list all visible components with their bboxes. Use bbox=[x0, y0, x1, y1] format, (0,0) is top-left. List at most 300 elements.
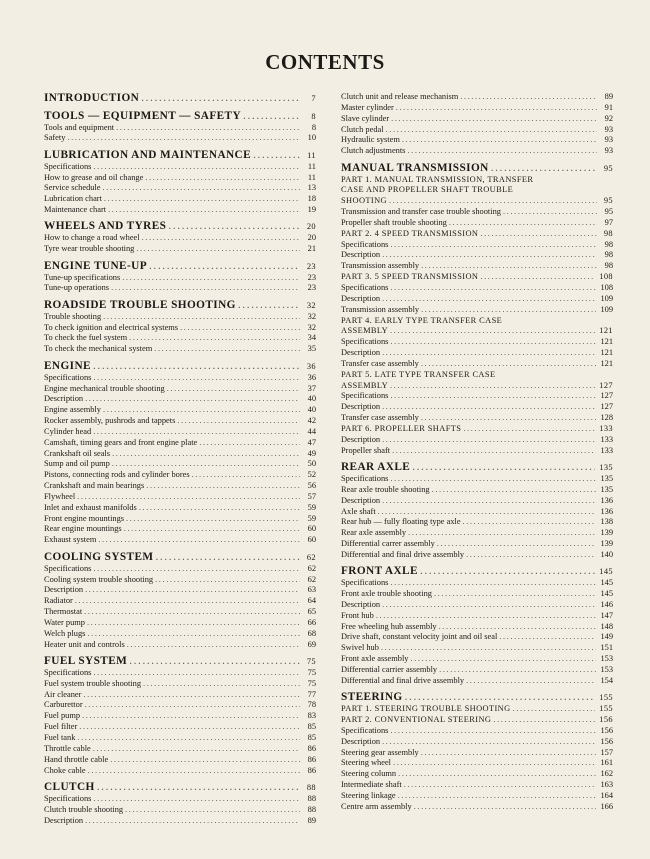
toc-entry bbox=[44, 755, 316, 766]
toc-page-number: 145 bbox=[600, 578, 613, 588]
dot-leader bbox=[421, 305, 596, 316]
toc-entry-label: PART 2. 4 SPEED TRANSMISSION bbox=[341, 228, 479, 238]
dot-leader bbox=[437, 539, 597, 550]
dot-leader bbox=[466, 676, 596, 687]
dot-leader bbox=[390, 326, 595, 337]
toc-entry-label: Description bbox=[44, 815, 84, 825]
toc-page-number: 154 bbox=[600, 675, 613, 685]
dot-leader bbox=[98, 535, 300, 546]
toc-entry bbox=[44, 449, 316, 460]
toc-entry-label: REAR AXLE bbox=[341, 461, 411, 473]
dot-leader bbox=[127, 640, 300, 651]
toc-entry-label: Description bbox=[341, 495, 381, 505]
toc-page-number: 62 bbox=[306, 552, 316, 562]
dot-leader bbox=[390, 283, 596, 294]
toc-entry-label: Drive shaft, constant velocity joint and oil seal bbox=[341, 632, 498, 642]
toc-entry bbox=[44, 503, 316, 514]
toc-entry-label: Crankshaft and main bearings bbox=[44, 481, 145, 491]
toc-page-number: 64 bbox=[307, 596, 316, 606]
toc-page-number: 164 bbox=[600, 790, 613, 800]
toc-entry bbox=[341, 802, 613, 813]
toc-page-number: 156 bbox=[599, 715, 613, 725]
toc-entry-label: Slave cylinder bbox=[341, 113, 390, 123]
toc-entry bbox=[341, 654, 613, 665]
toc-page-number: 135 bbox=[599, 463, 613, 472]
toc-page-number: 32 bbox=[307, 311, 316, 321]
toc-page-number: 128 bbox=[600, 413, 613, 423]
dot-leader bbox=[112, 449, 300, 460]
toc-entry bbox=[341, 391, 613, 402]
toc-entry-label: Cylinder head bbox=[44, 426, 92, 436]
toc-entry-label: Steering column bbox=[341, 769, 397, 779]
dot-leader bbox=[93, 564, 300, 575]
toc-page-number: 18 bbox=[307, 194, 316, 204]
dot-leader bbox=[392, 446, 596, 457]
toc-entry bbox=[341, 175, 613, 186]
toc-entry-label: Clutch trouble shooting bbox=[44, 804, 124, 814]
toc-entry-label: MANUAL TRANSMISSION bbox=[341, 161, 489, 174]
toc-entry-label: Lubrication chart bbox=[44, 194, 102, 204]
toc-entry-label: Engine assembly bbox=[44, 405, 101, 415]
dot-leader bbox=[378, 507, 597, 518]
toc-entry-label: Specifications bbox=[44, 161, 92, 171]
toc-entry bbox=[44, 384, 316, 395]
toc-entry-label: Transfer case assembly bbox=[341, 413, 419, 423]
toc-entry bbox=[341, 196, 613, 207]
toc-entry bbox=[44, 394, 316, 405]
toc-entry-label: ROADSIDE TROUBLE SHOOTING bbox=[44, 298, 236, 311]
toc-entry bbox=[341, 791, 613, 802]
toc-entry-label: Rear axle assembly bbox=[341, 528, 407, 538]
toc-page-number: 36 bbox=[306, 361, 316, 371]
toc-entry bbox=[341, 622, 613, 633]
toc-entry bbox=[341, 780, 613, 791]
toc-section bbox=[44, 655, 316, 668]
toc-entry bbox=[44, 618, 316, 629]
toc-page-number: 40 bbox=[307, 394, 316, 404]
toc-entry-label: FRONT AXLE bbox=[341, 565, 418, 578]
toc-page-number: 19 bbox=[307, 205, 316, 215]
toc-entry bbox=[44, 575, 316, 586]
dot-leader bbox=[112, 459, 300, 470]
toc-page-number: 62 bbox=[307, 563, 316, 573]
toc-entry-label: Trouble shooting bbox=[44, 311, 102, 321]
toc-entry-label: Swivel hub bbox=[341, 643, 379, 653]
toc-page-number: 136 bbox=[600, 506, 613, 516]
dot-leader bbox=[125, 805, 300, 816]
toc-page-number: 88 bbox=[306, 782, 316, 792]
toc-page-number: 86 bbox=[307, 754, 316, 764]
toc-entry bbox=[341, 294, 613, 305]
toc-entry-label: Specifications bbox=[341, 391, 389, 401]
dot-leader bbox=[87, 629, 300, 640]
toc-page-number: 140 bbox=[600, 549, 613, 559]
toc-entry bbox=[44, 344, 316, 355]
dot-leader bbox=[390, 240, 597, 251]
toc-entry-label: PART 5. LATE TYPE TRANSFER CASE bbox=[341, 369, 496, 379]
toc-entry bbox=[44, 700, 316, 711]
toc-page-number: 163 bbox=[600, 780, 613, 790]
toc-entry-label: Thermostat bbox=[44, 607, 83, 617]
toc-entry-label: Specifications bbox=[341, 474, 389, 483]
dot-leader bbox=[87, 618, 300, 629]
toc-entry bbox=[44, 816, 316, 827]
dot-leader bbox=[192, 470, 300, 481]
toc-entry bbox=[341, 550, 613, 561]
toc-entry bbox=[44, 711, 316, 722]
toc-entry-label: Fuel pump bbox=[44, 711, 81, 721]
toc-entry-label: Carburettor bbox=[44, 700, 83, 710]
toc-section bbox=[44, 299, 316, 312]
toc-page-number: 37 bbox=[307, 383, 316, 393]
toc-entry-label: Transfer case assembly bbox=[341, 358, 419, 368]
toc-entry bbox=[341, 413, 613, 424]
toc-entry-label: SHOOTING bbox=[341, 196, 388, 206]
toc-page-number: 35 bbox=[307, 344, 316, 354]
toc-entry-label: PART 4. EARLY TYPE TRANSFER CASE bbox=[341, 315, 503, 325]
dot-leader bbox=[93, 427, 300, 438]
toc-entry-label: Crankshaft oil seals bbox=[44, 448, 111, 458]
toc-entry-label: Description bbox=[44, 585, 84, 595]
toc-page-number: 156 bbox=[600, 736, 613, 746]
toc-page-number: 162 bbox=[600, 769, 613, 779]
toc-page-number: 145 bbox=[599, 567, 613, 577]
toc-entry-label: Steering wheel bbox=[341, 758, 392, 768]
toc-entry bbox=[341, 517, 613, 528]
toc-page-number: 155 bbox=[599, 704, 613, 714]
toc-entry bbox=[341, 769, 613, 780]
toc-entry-label: How to grease and oil change bbox=[44, 172, 144, 182]
toc-entry-label: Pistons, connecting rods and cylinder bores bbox=[44, 470, 190, 480]
toc-entry bbox=[44, 438, 316, 449]
dot-leader bbox=[421, 359, 597, 370]
toc-entry-label: PART 1. STEERING TROUBLE SHOOTING bbox=[341, 704, 511, 714]
toc-entry-label: Specifications bbox=[341, 725, 389, 735]
toc-entry-label: Specifications bbox=[341, 578, 389, 588]
toc-page-number: 44 bbox=[307, 426, 316, 436]
toc-entry bbox=[341, 272, 613, 283]
toc-page-number: 136 bbox=[600, 495, 613, 505]
toc-page-number: 34 bbox=[307, 333, 316, 343]
toc-page-number: 10 bbox=[307, 133, 316, 143]
toc-entry-label: Fuel system trouble shooting bbox=[44, 678, 142, 688]
dot-leader bbox=[116, 123, 300, 134]
toc-section bbox=[44, 781, 316, 794]
toc-entry bbox=[44, 416, 316, 427]
dot-leader bbox=[398, 791, 597, 802]
toc-entry bbox=[341, 715, 613, 726]
toc-entry-label: Description bbox=[44, 394, 84, 404]
toc-page-number: 62 bbox=[307, 574, 316, 584]
toc-page-number: 69 bbox=[307, 639, 316, 649]
toc-entry bbox=[44, 744, 316, 755]
toc-entry-label: Clutch adjustments bbox=[341, 146, 406, 156]
toc-entry-label: Axle shaft bbox=[341, 506, 376, 516]
toc-entry bbox=[44, 183, 316, 194]
toc-page-number: 108 bbox=[600, 283, 613, 292]
toc-page-number: 109 bbox=[600, 304, 613, 314]
toc-page-number: 20 bbox=[307, 233, 316, 243]
toc-page-number: 91 bbox=[604, 102, 613, 112]
toc-entry-label: Specifications bbox=[44, 563, 92, 573]
toc-entry-label: Service schedule bbox=[44, 183, 101, 193]
toc-page-number: 13 bbox=[307, 183, 316, 193]
toc-entry-label: Hydraulic system bbox=[341, 135, 400, 145]
dot-leader bbox=[108, 205, 300, 216]
toc-entry-label: ENGINE TUNE-UP bbox=[44, 259, 147, 272]
toc-entry bbox=[341, 381, 613, 392]
toc-page-number: 93 bbox=[604, 124, 613, 134]
toc-entry-label: Clutch unit and release mechanism bbox=[341, 92, 459, 101]
dot-leader bbox=[129, 655, 300, 667]
toc-entry-label: Intermediate shaft bbox=[341, 780, 402, 790]
toc-page-number: 85 bbox=[307, 732, 316, 742]
dot-leader bbox=[389, 196, 597, 207]
toc-entry bbox=[341, 103, 613, 114]
toc-entry bbox=[341, 326, 613, 337]
dot-leader bbox=[122, 273, 300, 284]
toc-entry bbox=[44, 535, 316, 546]
toc-page-number: 148 bbox=[600, 621, 613, 631]
toc-page-number: 139 bbox=[600, 528, 613, 538]
toc-entry bbox=[341, 737, 613, 748]
toc-page-number: 68 bbox=[307, 628, 316, 638]
toc-entry-label: Differential carrer assembly bbox=[341, 539, 435, 549]
toc-entry bbox=[44, 244, 316, 255]
toc-page-number: 11 bbox=[307, 161, 316, 171]
toc-entry bbox=[44, 133, 316, 144]
dot-leader bbox=[156, 551, 301, 563]
toc-entry bbox=[341, 359, 613, 370]
toc-page-number: 23 bbox=[307, 272, 316, 282]
dot-leader bbox=[155, 575, 300, 586]
toc-entry-label: Inlet and exhaust manifolds bbox=[44, 502, 137, 512]
toc-page-number: 8 bbox=[311, 111, 316, 121]
toc-page-number: 47 bbox=[307, 437, 316, 447]
toc-page-number: 63 bbox=[307, 585, 316, 595]
toc-entry-label: WHEELS AND TYRES bbox=[44, 220, 167, 233]
toc-page-number: 86 bbox=[307, 743, 316, 753]
toc-page-number: 98 bbox=[604, 250, 613, 260]
toc-page-number: 32 bbox=[307, 322, 316, 332]
toc-entry bbox=[341, 370, 613, 381]
dot-leader bbox=[439, 622, 597, 633]
toc-page-number: 98 bbox=[604, 261, 613, 271]
toc-entry-label: Tools and equipment bbox=[44, 122, 115, 132]
toc-entry-label: To check ignition and electrical systems bbox=[44, 322, 179, 332]
dot-leader bbox=[93, 744, 300, 755]
toc-entry bbox=[44, 459, 316, 470]
toc-page-number: 75 bbox=[306, 656, 316, 666]
toc-entry-label: Transmission assembly bbox=[341, 304, 420, 314]
dot-leader bbox=[382, 496, 596, 507]
dot-leader bbox=[136, 244, 300, 255]
dot-leader bbox=[85, 394, 300, 405]
dot-leader bbox=[199, 438, 300, 449]
toc-section bbox=[341, 162, 613, 175]
toc-entry-label: To check the mechanical system bbox=[44, 344, 153, 354]
dot-leader bbox=[390, 578, 596, 589]
dot-leader bbox=[449, 218, 597, 229]
dot-leader bbox=[466, 550, 596, 561]
toc-entry-label: Front axle trouble shooting bbox=[341, 589, 432, 599]
dot-leader bbox=[493, 715, 595, 726]
toc-entry-label: Specifications bbox=[44, 793, 92, 803]
toc-entry bbox=[341, 125, 613, 136]
toc-entry-label: Differential and final drive assembly bbox=[341, 675, 465, 685]
toc-entry-label: Rear hub — fully floating type axle bbox=[341, 517, 461, 527]
toc-page-number: 139 bbox=[600, 539, 613, 549]
toc-section bbox=[44, 92, 316, 105]
dot-leader bbox=[141, 92, 300, 104]
toc-page-number: 127 bbox=[600, 391, 613, 401]
toc-page-number: 23 bbox=[307, 283, 316, 293]
dot-leader bbox=[82, 711, 300, 722]
toc-page-number: 40 bbox=[307, 405, 316, 415]
dot-leader bbox=[97, 781, 300, 793]
toc-entry-label: Specifications bbox=[44, 372, 92, 382]
dot-leader bbox=[382, 435, 596, 446]
dot-leader bbox=[85, 585, 300, 596]
toc-entry-label: Description bbox=[341, 736, 381, 746]
dot-leader bbox=[382, 348, 596, 359]
toc-entry bbox=[341, 218, 613, 229]
toc-entry-label: Tyre wear trouble shooting bbox=[44, 244, 135, 254]
toc-page-number: 121 bbox=[600, 337, 613, 347]
toc-entry bbox=[341, 250, 613, 261]
toc-page-number: 95 bbox=[603, 196, 613, 206]
toc-entry bbox=[341, 402, 613, 413]
toc-page-number: 83 bbox=[307, 711, 316, 721]
toc-page-number: 56 bbox=[307, 481, 316, 491]
toc-page-number: 57 bbox=[307, 491, 316, 501]
toc-entry-label: Throttle cable bbox=[44, 743, 91, 753]
dot-leader bbox=[93, 794, 300, 805]
dot-leader bbox=[398, 769, 596, 780]
dot-leader bbox=[421, 261, 597, 272]
dot-leader bbox=[93, 373, 300, 384]
toc-entry bbox=[341, 446, 613, 457]
toc-entry-label: To check the fuel system bbox=[44, 333, 128, 343]
toc-entry bbox=[44, 333, 316, 344]
dot-leader bbox=[421, 748, 597, 759]
toc-page-number: 89 bbox=[307, 815, 316, 825]
toc-page-number: 153 bbox=[600, 654, 613, 664]
toc-entry-label: Centre arm assembly bbox=[341, 801, 412, 811]
toc-entry bbox=[44, 492, 316, 503]
toc-entry bbox=[341, 539, 613, 550]
toc-entry bbox=[341, 240, 613, 251]
toc-page-number: 156 bbox=[600, 725, 613, 735]
toc-entry bbox=[341, 632, 613, 643]
toc-entry-label: How to change a road wheel bbox=[44, 233, 140, 243]
dot-leader bbox=[412, 461, 595, 473]
dot-leader bbox=[381, 643, 597, 654]
toc-entry bbox=[44, 668, 316, 679]
toc-entry bbox=[341, 611, 613, 622]
toc-entry bbox=[341, 748, 613, 759]
toc-page-number: 78 bbox=[307, 700, 316, 710]
toc-page-number: 138 bbox=[600, 517, 613, 527]
toc-entry bbox=[341, 185, 613, 196]
toc-page-number: 133 bbox=[600, 434, 613, 444]
dot-leader bbox=[104, 194, 300, 205]
toc-entry-label: PART 1. MANUAL TRANSMISSION, TRANSFER bbox=[341, 174, 534, 184]
toc-entry-label: PART 6. PROPELLER SHAFTS bbox=[341, 423, 462, 433]
toc-entry-label: Fuel tank bbox=[44, 732, 76, 742]
toc-page-number: 161 bbox=[600, 758, 613, 768]
toc-page-number: 157 bbox=[600, 747, 613, 757]
dot-leader bbox=[139, 503, 300, 514]
toc-entry-label: Water pump bbox=[44, 617, 85, 627]
toc-entry bbox=[44, 470, 316, 481]
dot-leader bbox=[390, 381, 595, 392]
dot-leader bbox=[390, 391, 596, 402]
dot-leader bbox=[434, 589, 596, 600]
dot-leader bbox=[407, 146, 597, 157]
dot-leader bbox=[480, 272, 595, 283]
toc-page-number: 23 bbox=[306, 261, 316, 271]
toc-page-number: 11 bbox=[307, 172, 316, 182]
toc-entry-label: Heater unit and controls bbox=[44, 639, 125, 649]
toc-entry-label: Specifications bbox=[341, 239, 389, 249]
toc-page-number: 77 bbox=[307, 689, 316, 699]
dot-leader bbox=[149, 260, 300, 272]
toc-page-number: 147 bbox=[600, 610, 613, 620]
dot-leader bbox=[420, 565, 595, 577]
toc-page-number: 95 bbox=[603, 163, 613, 173]
dot-leader bbox=[382, 737, 596, 748]
toc-entry-label: Rear engine mountings bbox=[44, 524, 122, 534]
toc-section bbox=[341, 461, 613, 474]
toc-entry-label: Free wheeling hub assembly bbox=[341, 621, 437, 631]
dot-leader bbox=[376, 611, 597, 622]
toc-entry bbox=[44, 794, 316, 805]
dot-leader bbox=[77, 492, 300, 503]
toc-page-number: 36 bbox=[307, 372, 316, 382]
toc-page-number: 135 bbox=[600, 474, 613, 483]
toc-entry bbox=[341, 337, 613, 348]
toc-entry bbox=[44, 323, 316, 334]
toc-entry-label: Welch plugs bbox=[44, 628, 86, 638]
toc-entry bbox=[44, 607, 316, 618]
dot-leader bbox=[111, 283, 300, 294]
dot-leader bbox=[243, 110, 300, 122]
toc-entry-label: Front engine mountings bbox=[44, 513, 125, 523]
toc-entry bbox=[341, 676, 613, 687]
toc-page-number: 127 bbox=[599, 380, 613, 390]
dot-leader bbox=[167, 384, 300, 395]
dot-leader bbox=[88, 766, 300, 777]
dot-leader bbox=[382, 402, 596, 413]
toc-page-number: 8 bbox=[311, 122, 316, 132]
toc-page-number: 88 bbox=[307, 804, 316, 814]
toc-entry bbox=[341, 665, 613, 676]
toc-entry bbox=[341, 207, 613, 218]
toc-entry bbox=[44, 405, 316, 416]
toc-page-number: 149 bbox=[600, 632, 613, 642]
toc-page-number: 32 bbox=[306, 300, 316, 310]
toc-page-number: 42 bbox=[307, 416, 316, 426]
dot-leader bbox=[503, 207, 597, 218]
toc-entry bbox=[44, 273, 316, 284]
toc-page-number: 7 bbox=[311, 94, 316, 103]
toc-entry bbox=[44, 123, 316, 134]
toc-entry-label: Flywheel bbox=[44, 491, 76, 501]
toc-page-number: 59 bbox=[307, 502, 316, 512]
toc-entry bbox=[44, 733, 316, 744]
toc-page-number: 52 bbox=[307, 470, 316, 480]
